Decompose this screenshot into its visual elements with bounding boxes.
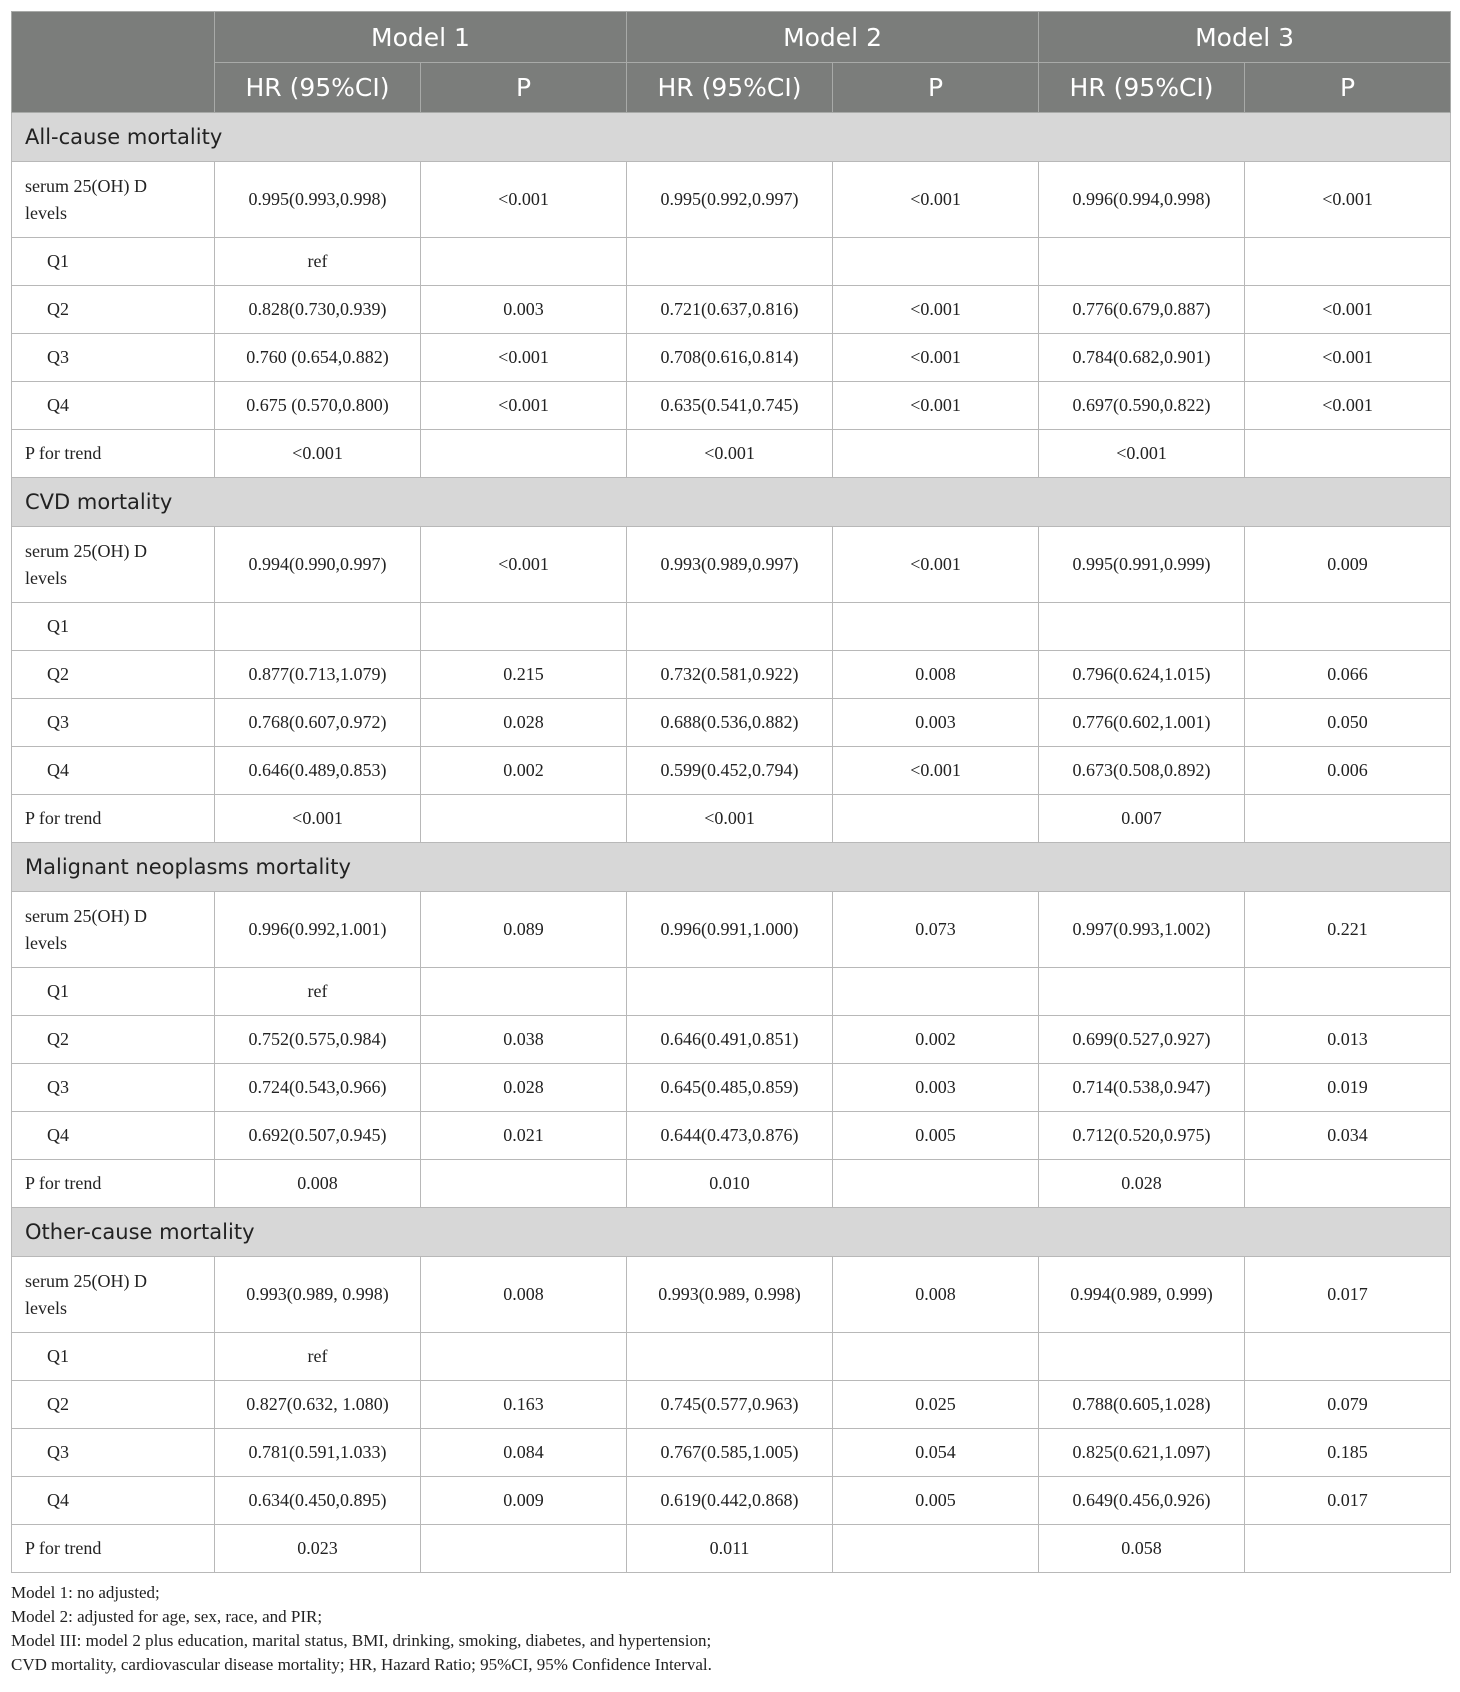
cell-m3-hr xyxy=(1039,238,1245,286)
header-m1-p: P xyxy=(421,63,627,113)
cell-m2-p: 0.008 xyxy=(833,651,1039,699)
cell-m2-hr: 0.995(0.992,0.997) xyxy=(627,162,833,238)
cell-m1-hr: ref xyxy=(215,968,421,1016)
cell-m3-p: 0.050 xyxy=(1245,699,1451,747)
cell-m2-p: 0.073 xyxy=(833,892,1039,968)
cell-m3-hr: 0.649(0.456,0.926) xyxy=(1039,1477,1245,1525)
header-model-2: Model 2 xyxy=(627,12,1039,63)
row-label: P for trend xyxy=(12,1525,215,1573)
cell-m2-p: <0.001 xyxy=(833,382,1039,430)
cell-m2-hr: 0.619(0.442,0.868) xyxy=(627,1477,833,1525)
cell-m3-p: 0.185 xyxy=(1245,1429,1451,1477)
cell-m2-hr: 0.644(0.473,0.876) xyxy=(627,1112,833,1160)
cell-m2-p xyxy=(833,1525,1039,1573)
table-row xyxy=(12,238,1451,286)
cell-m3-p: 0.221 xyxy=(1245,892,1451,968)
section-title: CVD mortality xyxy=(12,478,1451,527)
cell-m2-hr xyxy=(627,968,833,1016)
cell-m2-p: <0.001 xyxy=(833,747,1039,795)
cell-m1-hr: 0.827(0.632, 1.080) xyxy=(215,1381,421,1429)
cell-m2-p: <0.001 xyxy=(833,162,1039,238)
row-label: Q3 xyxy=(12,1429,215,1477)
table-row xyxy=(12,968,1451,1016)
cell-m1-hr: 0.675 (0.570,0.800) xyxy=(215,382,421,430)
cell-m2-hr xyxy=(627,603,833,651)
cell-m1-p: 0.002 xyxy=(421,747,627,795)
row-label: Q3 xyxy=(12,699,215,747)
cell-m3-hr: 0.996(0.994,0.998) xyxy=(1039,162,1245,238)
cell-m1-hr: 0.008 xyxy=(215,1160,421,1208)
cell-m2-hr: 0.599(0.452,0.794) xyxy=(627,747,833,795)
cell-m1-p xyxy=(421,603,627,651)
cell-m2-hr: 0.767(0.585,1.005) xyxy=(627,1429,833,1477)
cell-m1-p xyxy=(421,1160,627,1208)
table-row xyxy=(12,1333,1451,1381)
cell-m1-p: 0.028 xyxy=(421,699,627,747)
cell-m3-hr xyxy=(1039,968,1245,1016)
cell-m3-hr: 0.714(0.538,0.947) xyxy=(1039,1064,1245,1112)
cell-m2-p: <0.001 xyxy=(833,334,1039,382)
cell-m1-hr: 0.996(0.992,1.001) xyxy=(215,892,421,968)
cell-m3-p xyxy=(1245,1525,1451,1573)
cell-m2-p xyxy=(833,968,1039,1016)
section-header-row xyxy=(12,113,1451,162)
row-label: Q2 xyxy=(12,1381,215,1429)
section-header-row xyxy=(12,478,1451,527)
row-label: Q3 xyxy=(12,1064,215,1112)
cell-m1-hr: 0.692(0.507,0.945) xyxy=(215,1112,421,1160)
header-m3-hr: HR (95%CI) xyxy=(1039,63,1245,113)
cell-m3-hr: 0.825(0.621,1.097) xyxy=(1039,1429,1245,1477)
cell-m3-p: 0.009 xyxy=(1245,527,1451,603)
row-label: P for trend xyxy=(12,795,215,843)
header-m2-p: P xyxy=(833,63,1039,113)
row-label: Q4 xyxy=(12,1477,215,1525)
cell-m1-hr: 0.646(0.489,0.853) xyxy=(215,747,421,795)
cell-m3-p xyxy=(1245,603,1451,651)
cell-m2-hr: 0.996(0.991,1.000) xyxy=(627,892,833,968)
cell-m2-hr: 0.708(0.616,0.814) xyxy=(627,334,833,382)
section-header-row xyxy=(12,843,1451,892)
cell-m2-p: 0.008 xyxy=(833,1257,1039,1333)
cell-m1-hr: 0.993(0.989, 0.998) xyxy=(215,1257,421,1333)
cell-m2-p: 0.054 xyxy=(833,1429,1039,1477)
cell-m3-p: 0.079 xyxy=(1245,1381,1451,1429)
cell-m2-p xyxy=(833,795,1039,843)
cell-m2-p: 0.005 xyxy=(833,1477,1039,1525)
cell-m2-hr: 0.993(0.989, 0.998) xyxy=(627,1257,833,1333)
cell-m1-p: 0.163 xyxy=(421,1381,627,1429)
cell-m3-p: 0.034 xyxy=(1245,1112,1451,1160)
cell-m1-p: 0.215 xyxy=(421,651,627,699)
cell-m3-hr: 0.776(0.602,1.001) xyxy=(1039,699,1245,747)
cell-m1-p: 0.021 xyxy=(421,1112,627,1160)
table-row xyxy=(12,382,1451,430)
cell-m1-hr: 0.768(0.607,0.972) xyxy=(215,699,421,747)
table-row xyxy=(12,1525,1451,1573)
table-row xyxy=(12,430,1451,478)
cell-m3-hr: 0.784(0.682,0.901) xyxy=(1039,334,1245,382)
cell-m2-p: 0.003 xyxy=(833,1064,1039,1112)
cell-m2-hr: 0.732(0.581,0.922) xyxy=(627,651,833,699)
cell-m1-hr: 0.994(0.990,0.997) xyxy=(215,527,421,603)
cell-m3-p xyxy=(1245,1333,1451,1381)
table-row xyxy=(12,795,1451,843)
cell-m2-p: <0.001 xyxy=(833,286,1039,334)
row-label: Q2 xyxy=(12,1016,215,1064)
cell-m1-p: 0.084 xyxy=(421,1429,627,1477)
cell-m3-hr: 0.028 xyxy=(1039,1160,1245,1208)
cell-m1-p: <0.001 xyxy=(421,162,627,238)
cell-m2-p: 0.005 xyxy=(833,1112,1039,1160)
row-label: Q3 xyxy=(12,334,215,382)
table-body xyxy=(12,113,1451,1573)
cell-m1-p: <0.001 xyxy=(421,527,627,603)
row-label: serum 25(OH) D levels xyxy=(12,162,215,238)
table-row xyxy=(12,334,1451,382)
table-row xyxy=(12,286,1451,334)
results-table-container xyxy=(11,11,1449,1573)
cell-m2-hr: 0.010 xyxy=(627,1160,833,1208)
cell-m2-p: 0.025 xyxy=(833,1381,1039,1429)
cell-m3-hr: 0.712(0.520,0.975) xyxy=(1039,1112,1245,1160)
cell-m2-p xyxy=(833,1333,1039,1381)
cell-m3-hr xyxy=(1039,603,1245,651)
cell-m2-p: 0.002 xyxy=(833,1016,1039,1064)
cell-m3-p: 0.019 xyxy=(1245,1064,1451,1112)
row-label: Q1 xyxy=(12,603,215,651)
table-row xyxy=(12,1112,1451,1160)
cell-m3-hr xyxy=(1039,1333,1245,1381)
cell-m2-hr: 0.645(0.485,0.859) xyxy=(627,1064,833,1112)
cell-m2-hr xyxy=(627,238,833,286)
cell-m2-p: 0.003 xyxy=(833,699,1039,747)
cell-m2-hr: 0.721(0.637,0.816) xyxy=(627,286,833,334)
cell-m3-hr: 0.776(0.679,0.887) xyxy=(1039,286,1245,334)
cell-m3-p: 0.013 xyxy=(1245,1016,1451,1064)
cell-m3-p: 0.066 xyxy=(1245,651,1451,699)
row-label: Q1 xyxy=(12,1333,215,1381)
table-row xyxy=(12,1064,1451,1112)
table-row xyxy=(12,162,1451,238)
cell-m1-p xyxy=(421,1525,627,1573)
cell-m1-hr: 0.828(0.730,0.939) xyxy=(215,286,421,334)
cell-m3-p xyxy=(1245,968,1451,1016)
header-model-3: Model 3 xyxy=(1039,12,1451,63)
cell-m3-hr: 0.699(0.527,0.927) xyxy=(1039,1016,1245,1064)
hazard-ratio-table xyxy=(11,11,1451,1573)
footnote: CVD mortality, cardiovascular disease mortality; HR, Hazard Ratio; 95%CI, 95% Confidence Interval. xyxy=(11,1655,712,1674)
cell-m1-p xyxy=(421,1333,627,1381)
cell-m1-hr: 0.877(0.713,1.079) xyxy=(215,651,421,699)
row-label: serum 25(OH) D levels xyxy=(12,892,215,968)
row-label: serum 25(OH) D levels xyxy=(12,1257,215,1333)
cell-m3-p: 0.017 xyxy=(1245,1477,1451,1525)
cell-m3-p: <0.001 xyxy=(1245,382,1451,430)
table-row xyxy=(12,603,1451,651)
row-label: Q1 xyxy=(12,238,215,286)
cell-m1-hr: 0.781(0.591,1.033) xyxy=(215,1429,421,1477)
table-row xyxy=(12,1477,1451,1525)
table-row xyxy=(12,892,1451,968)
cell-m1-hr: 0.995(0.993,0.998) xyxy=(215,162,421,238)
cell-m3-hr: 0.697(0.590,0.822) xyxy=(1039,382,1245,430)
cell-m2-hr: 0.646(0.491,0.851) xyxy=(627,1016,833,1064)
cell-m1-hr: 0.634(0.450,0.895) xyxy=(215,1477,421,1525)
cell-m1-hr: <0.001 xyxy=(215,430,421,478)
cell-m3-p: <0.001 xyxy=(1245,286,1451,334)
cell-m2-p: <0.001 xyxy=(833,527,1039,603)
cell-m1-p xyxy=(421,968,627,1016)
cell-m2-hr: 0.635(0.541,0.745) xyxy=(627,382,833,430)
header-corner xyxy=(12,12,215,113)
cell-m1-hr: <0.001 xyxy=(215,795,421,843)
header-m2-hr: HR (95%CI) xyxy=(627,63,833,113)
cell-m1-p: 0.028 xyxy=(421,1064,627,1112)
cell-m3-hr: 0.796(0.624,1.015) xyxy=(1039,651,1245,699)
row-label: Q4 xyxy=(12,1112,215,1160)
header-m3-p: P xyxy=(1245,63,1451,113)
cell-m2-hr: 0.993(0.989,0.997) xyxy=(627,527,833,603)
footnote: Model 2: adjusted for age, sex, race, and PIR; xyxy=(11,1607,323,1626)
cell-m1-hr: 0.752(0.575,0.984) xyxy=(215,1016,421,1064)
row-label: Q1 xyxy=(12,968,215,1016)
cell-m2-p xyxy=(833,1160,1039,1208)
cell-m1-hr xyxy=(215,603,421,651)
cell-m3-p xyxy=(1245,795,1451,843)
table-row xyxy=(12,527,1451,603)
cell-m1-hr: 0.724(0.543,0.966) xyxy=(215,1064,421,1112)
cell-m1-p xyxy=(421,795,627,843)
row-label: Q4 xyxy=(12,747,215,795)
cell-m1-p: <0.001 xyxy=(421,334,627,382)
table-row xyxy=(12,1381,1451,1429)
cell-m1-p: 0.089 xyxy=(421,892,627,968)
cell-m2-p xyxy=(833,603,1039,651)
cell-m3-hr: 0.994(0.989, 0.999) xyxy=(1039,1257,1245,1333)
cell-m3-hr: 0.997(0.993,1.002) xyxy=(1039,892,1245,968)
cell-m3-hr: 0.007 xyxy=(1039,795,1245,843)
cell-m3-p: 0.017 xyxy=(1245,1257,1451,1333)
cell-m3-hr: <0.001 xyxy=(1039,430,1245,478)
cell-m3-hr: 0.058 xyxy=(1039,1525,1245,1573)
footnote: Model 1: no adjusted; xyxy=(11,1583,160,1602)
header-model-1: Model 1 xyxy=(215,12,627,63)
cell-m3-hr: 0.673(0.508,0.892) xyxy=(1039,747,1245,795)
cell-m1-hr: 0.023 xyxy=(215,1525,421,1573)
cell-m1-p: 0.009 xyxy=(421,1477,627,1525)
cell-m2-hr: <0.001 xyxy=(627,430,833,478)
header-m1-hr: HR (95%CI) xyxy=(215,63,421,113)
cell-m2-hr xyxy=(627,1333,833,1381)
table-row xyxy=(12,1016,1451,1064)
cell-m1-p: 0.003 xyxy=(421,286,627,334)
cell-m2-p xyxy=(833,430,1039,478)
cell-m3-p: <0.001 xyxy=(1245,162,1451,238)
header-row-subheaders xyxy=(12,63,1451,113)
cell-m1-p xyxy=(421,430,627,478)
cell-m1-hr: 0.760 (0.654,0.882) xyxy=(215,334,421,382)
table-row xyxy=(12,747,1451,795)
cell-m2-hr: <0.001 xyxy=(627,795,833,843)
cell-m3-p: 0.006 xyxy=(1245,747,1451,795)
cell-m1-hr: ref xyxy=(215,1333,421,1381)
header-row-models xyxy=(12,12,1451,63)
cell-m1-p xyxy=(421,238,627,286)
footnote: Model III: model 2 plus education, marital status, BMI, drinking, smoking, diabetes, and hypertension; xyxy=(11,1631,712,1650)
cell-m2-hr: 0.688(0.536,0.882) xyxy=(627,699,833,747)
row-label: P for trend xyxy=(12,430,215,478)
row-label: Q2 xyxy=(12,286,215,334)
table-row xyxy=(12,1257,1451,1333)
table-footnotes xyxy=(11,1581,1441,1677)
cell-m3-p xyxy=(1245,1160,1451,1208)
section-title: Other-cause mortality xyxy=(12,1208,1451,1257)
cell-m1-p: <0.001 xyxy=(421,382,627,430)
section-header-row xyxy=(12,1208,1451,1257)
cell-m2-p xyxy=(833,238,1039,286)
cell-m3-hr: 0.788(0.605,1.028) xyxy=(1039,1381,1245,1429)
cell-m1-hr: ref xyxy=(215,238,421,286)
cell-m2-hr: 0.011 xyxy=(627,1525,833,1573)
table-row xyxy=(12,1429,1451,1477)
cell-m2-hr: 0.745(0.577,0.963) xyxy=(627,1381,833,1429)
row-label: P for trend xyxy=(12,1160,215,1208)
table-row xyxy=(12,651,1451,699)
cell-m3-p xyxy=(1245,238,1451,286)
section-title: Malignant neoplasms mortality xyxy=(12,843,1451,892)
cell-m1-p: 0.008 xyxy=(421,1257,627,1333)
cell-m3-p xyxy=(1245,430,1451,478)
row-label: Q2 xyxy=(12,651,215,699)
row-label: Q4 xyxy=(12,382,215,430)
cell-m3-p: <0.001 xyxy=(1245,334,1451,382)
section-title: All-cause mortality xyxy=(12,113,1451,162)
row-label: serum 25(OH) D levels xyxy=(12,527,215,603)
table-row xyxy=(12,1160,1451,1208)
cell-m3-hr: 0.995(0.991,0.999) xyxy=(1039,527,1245,603)
cell-m1-p: 0.038 xyxy=(421,1016,627,1064)
table-row xyxy=(12,699,1451,747)
